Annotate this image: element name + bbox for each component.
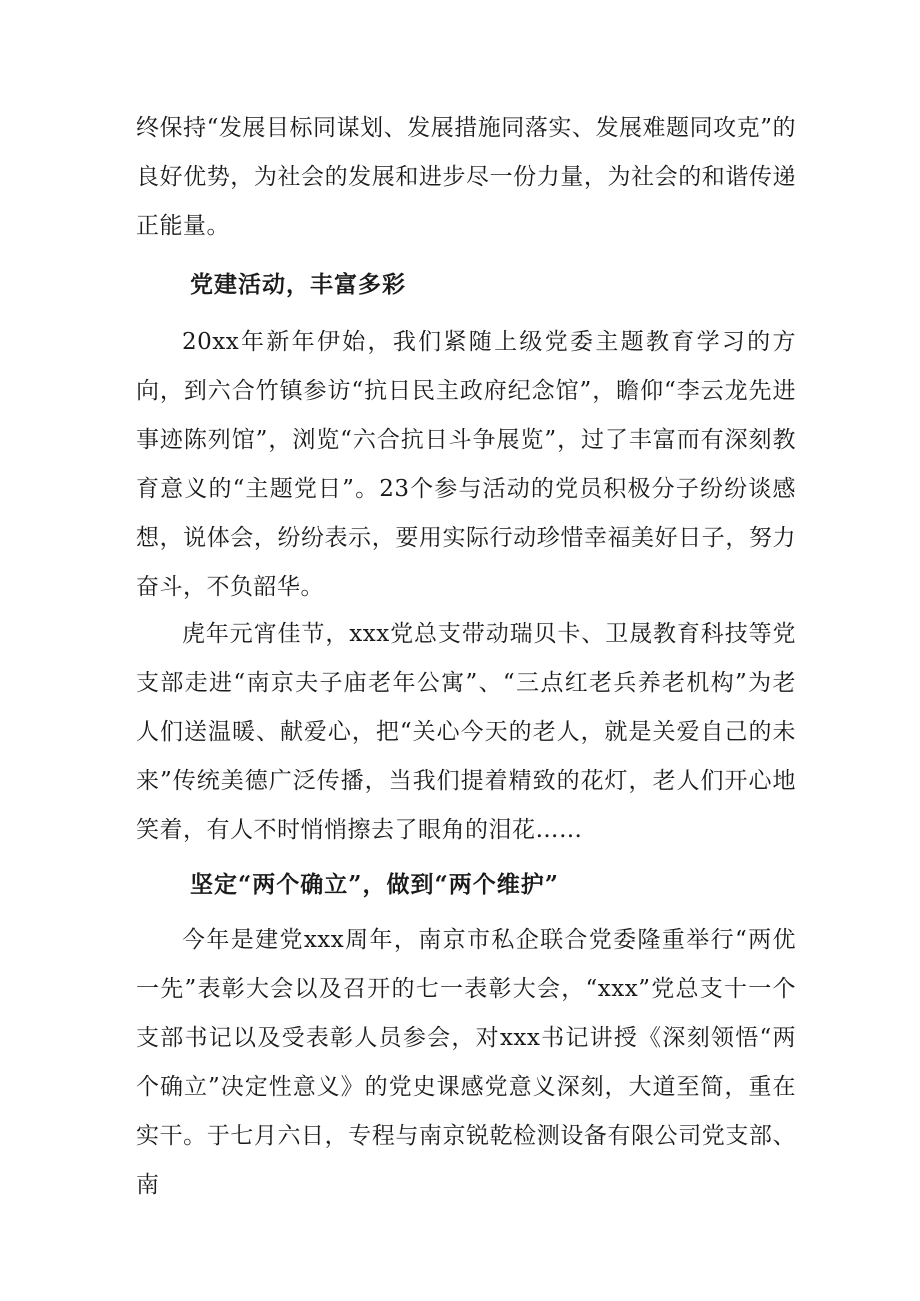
section-heading-party-activities: 党建活动，丰富多彩	[190, 271, 406, 298]
section-heading-two-establishments: 坚定“两个确立”，做到“两个维护”	[190, 871, 559, 898]
paragraph-intro-continuation: 终保持“发展目标同谋划、发展措施同落实、发展难题同攻克”的良好优势，为社会的发展和进步尽一份力量，为社会的和谐传递正能量。	[136, 115, 796, 239]
paragraph-lantern-festival: 虎年元宵佳节，xxx党总支带动瑞贝卡、卫晟教育科技等党支部走进“南京夫子庙老年公寓”、“三点红老兵养老机构”为老人们送温暖、献爱心，把“关心今天的老人，就是关爱自己的未来”传统美德广泛传播，当我们提着精致的花灯，老人们开心地笑着，有人不时悄悄擦去了眼角的泪花……	[136, 621, 796, 843]
paragraph-party-anniversary: 今年是建党xxx周年，南京市私企联合党委隆重举行“两优一先”表彰大会以及召开的七一表彰大会，“xxx”党总支十一个支部书记以及受表彰人员参会，对xxx书记讲授《深刻领悟“两个确立”决定性意义》的党史课感党意义深刻，大道至简，重在实干。于七月六日，专程与南京锐乾检测设备有限公司党支部、南	[136, 927, 796, 1198]
paragraph-new-year-visit: 20xx年新年伊始，我们紧随上级党委主题教育学习的方向，到六合竹镇参访“抗日民主政府纪念馆”，瞻仰“李云龙先进事迹陈列馆”，浏览“六合抗日斗争展览”，过了丰富而有深刻教育意义的“主题党日”。23个参与活动的党员积极分子纷纷谈感想，说体会，纷纷表示，要用实际行动珍惜幸福美好日子，努力奋斗，不负韶华。	[136, 329, 796, 600]
